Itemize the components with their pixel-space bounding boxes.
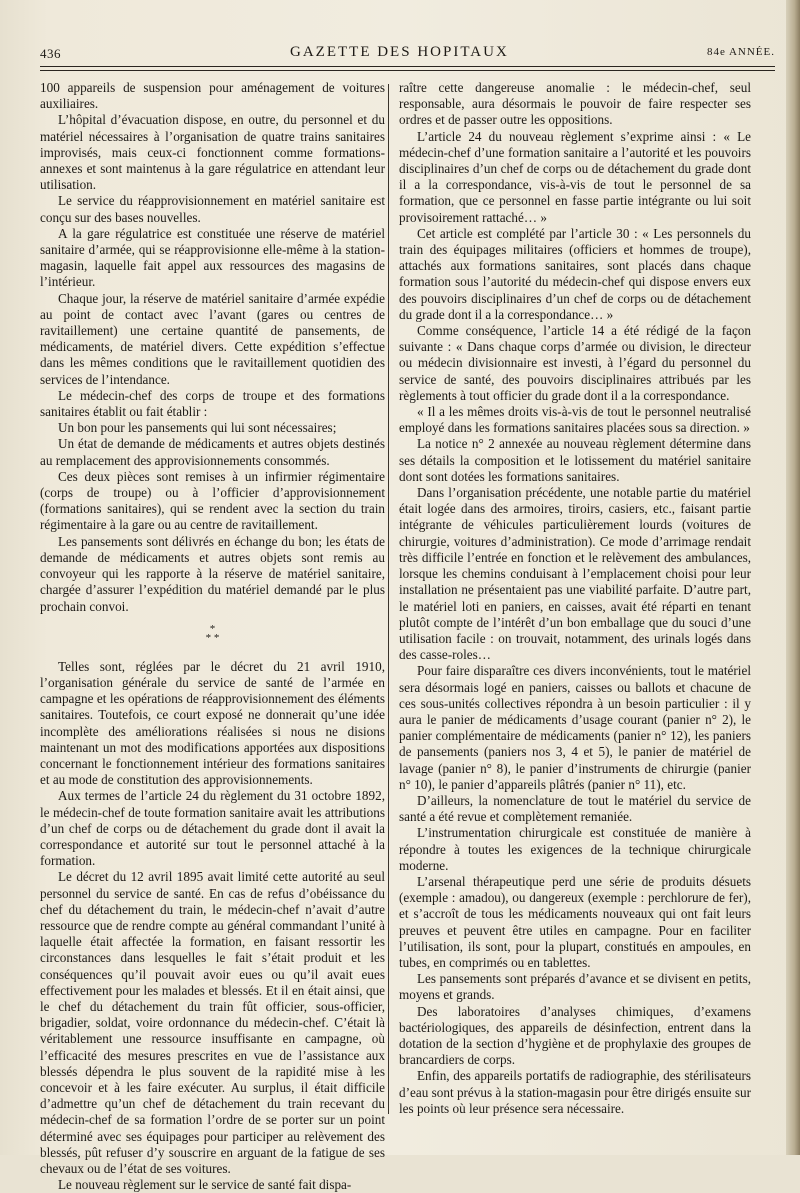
paragraph: Le médecin-chef des corps de troupe et des formations sanitaires établit ou fait établir : — [40, 387, 385, 420]
paragraph: Un état de demande de médicaments et autres objets destinés au remplacement des approvisionnements consommés. — [40, 436, 385, 468]
paragraph: D’ailleurs, la nomenclature de tout le matériel du service de santé a été revue et complètement remaniée. — [399, 792, 751, 825]
paragraph: raître cette dangereuse anomalie : le médecin-chef, seul responsable, aura désormais le pouvoir de faire respecter ses ordres et de passer outre les oppositions. — [399, 80, 751, 128]
paragraph: Les pansements sont préparés d’avance et se divisent en petits, moyens et grands. — [399, 971, 751, 1003]
header-rule — [40, 66, 775, 71]
journal-title: GAZETTE DES HOPITAUX — [290, 44, 509, 60]
asterisk-top: * — [209, 622, 216, 635]
paragraph: La notice n° 2 annexée au nouveau règlement détermine dans ses détails la composition et le lotissement du matériel sanitaire dont sont dotées les formations sanitaires. — [399, 436, 751, 484]
paragraph: 100 appareils de suspension pour aménagement de voitures auxiliaires. — [40, 80, 385, 112]
paragraph: Chaque jour, la réserve de matériel sanitaire d’armée expédie au point de contact avec l’avant (gares ou centres de ravitaillement) une certaine quantité de pansements, de médicaments, de matériel divers. Cette expédition s’effectue dans les mêmes conditions que le ravitaillement quotidien des services de l’intendance. — [40, 290, 385, 387]
paragraph: L’arsenal thérapeutique perd une série de produits désuets (exemple : amadou), ou dangereux (exemple : perchlorure de fer), et s’accroît de tous les médicaments nouveaux qui ont fait leurs preuves et peuvent être utiles en campagne. Pour en faciliter l’utilisation, ils sont, pour la plupart, constitués en ampoules, en tubes, en comprimés ou en tablettes. — [399, 873, 751, 970]
paragraph: Telles sont, réglées par le décret du 21 avril 1910, l’organisation générale du service de santé de l’armée en campagne et les opérations de réapprovisionnement des éléments sanitaires. Toutefois, ce court exposé ne donnerait qu’une idée incomplète des améliorations réalisées si nous ne disions maintenant un mot des modifications apportées aux dispositions concernant le fonctionnement intérieur des formations sanitaires et au mode de constitution des approvisionnements. — [40, 658, 385, 788]
paragraph: Cet article est complété par l’article 30 : « Les personnels du train des équipages militaires (officiers et hommes de troupe), attachés aux formations sanitaires, sont placés dans chaque formation sous l’autorité du médecin-chef qui dispose envers eux des pouvoirs disciplinaires d’un chef de corps ou de détachement du grade dont il a la correspondance… » — [399, 225, 751, 322]
paragraph: « Il a les mêmes droits vis-à-vis de tout le personnel neutralisé employé dans les formations sanitaires placées sous sa direction. » — [399, 404, 751, 436]
section-separator — [40, 622, 385, 644]
paragraph: L’article 24 du nouveau règlement s’exprime ainsi : « Le médecin-chef d’une formation sanitaire a l’autorité et les pouvoirs disciplinaires d’un chef de corps ou de détachement du grade dont il a la correspondance, vis-à-vis de tout le personnel de sa formation, que ce personnel en fasse partie intégrante ou lui soit provisoirement rattaché… » — [399, 128, 751, 225]
paragraph: Un bon pour les pansements qui lui sont nécessaires; — [58, 420, 337, 436]
paragraph: Pour faire disparaître ces divers inconvénients, tout le matériel sera désormais logé en paniers, caisses ou ballots et chacune de ces sous-unités collectives répondra à un besoin particulier : il y aura le panier de médicaments d’usage courant (panier n° 2), le panier complémentaire de médicaments (panier n° 12), les paniers de pansements (paniers nos 3, 4 et 5), le panier de matériel de lavage (panier n° 8), le panier d’instruments de chirurgie (panier n° 10), le panier d’appareils plâtrés (panier n° 11), etc. — [399, 663, 751, 792]
volume-label: 84e ANNÉE. — [706, 46, 775, 58]
paragraph: Des laboratoires d’analyses chimiques, d’examens bactériologiques, des appareils de désinfection, entrent dans la dotation de la section d’hygiène et de prophylaxie des groupes de brancardiers de corps. — [399, 1003, 751, 1068]
right-column — [399, 80, 751, 1117]
paragraph: Ces deux pièces sont remises à un infirmier régimentaire (corps de troupe) ou à l’officier d’approvisionnement (formations sanitaires), qui se rendent avec la section du train régimentaire à la gare ou au centre de ravitaillement. — [40, 468, 385, 533]
paragraph: L’instrumentation chirurgicale est constituée de manière à répondre à toutes les exigences de la technique chirurgicale moderne. — [399, 825, 751, 873]
page-edge-shadow — [786, 0, 800, 1155]
paragraph: Enfin, des appareils portatifs de radiographie, des stérilisateurs d’eau sont prévus à la station-magasin pour être dirigés ensuite sur les points où leur présence sera nécessaire. — [399, 1068, 751, 1116]
paragraph: Comme conséquence, l’article 14 a été rédigé de la façon suivante : « Dans chaque corps d’armée ou division, le directeur ou médecin divisionnaire est investi, à l’égard du personnel du service de santé, des pouvoirs disciplinaires attribués par les règlements à tout officier du grade dont il a la correspondance. — [399, 323, 751, 403]
paragraph: Le nouveau règlement sur le service de santé fait dispa- — [58, 1177, 352, 1193]
paragraph: Dans l’organisation précédente, une notable partie du matériel était logée dans des armoires, tiroirs, casiers, etc., faisant partie intégrante de véhicules particulièrement lourds (voitures de chirurgie, voitures d’administration). Ce mode d’arrimage rendait très difficile l’entrée en fonction et le relèvement des ambulances, lorsque les chemins conduisant à l’emplacement choisi pour leur installation ne présentaient pas une viabilité parfaite. D’autre part, le matériel loti en paniers, en caisses, avait été réparti en tenant plutôt compte de l’intérêt d’un bon emballage que du souci d’une utilisation facile : on trouvait, notamment, des urinals logés dans des casse-roles… — [399, 485, 751, 663]
page-number: 436 — [40, 46, 61, 61]
paragraph: Aux termes de l’article 24 du règlement du 31 octobre 1892, le médecin-chef de toute formation sanitaire avait les attributions d’un chef de corps ou de détachement du grade dont il avait la correspondance et autorité sur tout le personnel attaché à la formation. — [40, 788, 385, 869]
paragraph: Le décret du 12 avril 1895 avait limité cette autorité au seul personnel du service de santé. En cas de refus d’obéissance du chef du détachement du train, le médecin-chef n’avait d’autre ressource que de rendre compte au général commandant l’unité à laquelle était affectée la formation, en faisant ressortir les circonstances dans lesquelles le fait s’était produit et les conséquences qu’il pouvait avoir eues ou qu’il avait eues effectivement pour les malades et blessés. Et il en était ainsi, que le chef du détachement du train fût officier, sous-officier, brigadier, soldat, voire ordonnance du médecin-chef. C’était là véritablement une ressource insuffisante en campagne, où l’efficacité des mesures prescrites en vue de l’assistance aux blessés dépendra le plus souvent de la rapidité mise à les concevoir et à les faire exécuter. Au surplus, il était difficile d’admettre qu’un chef de détachement du train recevant du médecin-chef de sa formation l’ordre de se porter sur un point déterminé avec ses équipages pour participer au relèvement des blessés, pût refuser d’y souscrire en arguant de la fatigue de ses chevaux ou de l’état de ses voitures. — [40, 869, 385, 1176]
page-header — [40, 44, 775, 66]
column-divider — [388, 84, 389, 1114]
paragraph: Le service du réapprovisionnement en matériel sanitaire est conçu sur des bases nouvelles. — [40, 193, 385, 225]
asterisk-bottom: * * — [205, 631, 220, 644]
left-column — [40, 80, 385, 1193]
paragraph: A la gare régulatrice est constituée une réserve de matériel sanitaire d’armée, qui se réapprovisionne elle-même à la station-magasin, laquelle fait appel aux ressources des magasins de l’intérieur. — [40, 225, 385, 290]
paragraph: L’hôpital d’évacuation dispose, en outre, du personnel et du matériel nécessaires à l’organisation de quatre trains sanitaires improvisés, mais ceux-ci fonctionnent comme formations-annexes et sont maintenus à la gare régulatrice en attendant leur utilisation. — [40, 112, 385, 193]
paragraph: Les pansements sont délivrés en échange du bon; les états de demande de médicaments et autres objets sont remis au convoyeur qui les rapporte à la réserve de matériel sanitaire, chargée d’assurer l’expédition du matériel demandé par le plus prochain convoi. — [40, 533, 385, 614]
